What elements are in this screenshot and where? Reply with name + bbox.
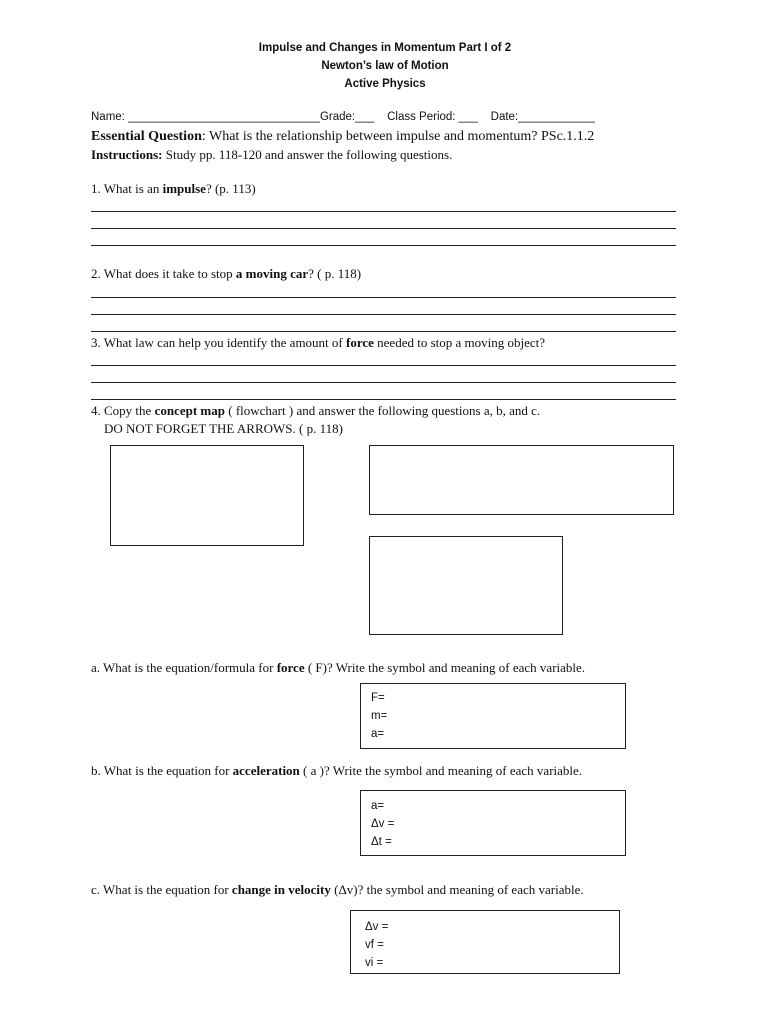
force-equation-box[interactable] — [360, 683, 626, 749]
question-2-suffix: ? ( p. 118) — [308, 266, 362, 281]
question-a-suffix: ( F)? Write the symbol and meaning of each variable. — [304, 660, 586, 675]
question-c — [91, 882, 584, 898]
question-2 — [91, 266, 361, 282]
answer-line[interactable] — [91, 314, 676, 315]
instructions — [91, 147, 452, 163]
question-1-keyword: impulse — [162, 181, 206, 196]
question-c-suffix: (Δv)? the symbol and meaning of each variable. — [330, 882, 584, 897]
worksheet-subtitle: Newton’s law of Motion — [321, 60, 449, 72]
acceleration-entry-dt: Δt = — [371, 836, 392, 848]
acceleration-entry-a: a= — [371, 800, 385, 812]
concept-map-box-top-right[interactable] — [369, 445, 674, 515]
velocity-entry-dv: Δv = — [365, 921, 389, 933]
instructions-label: Instructions: — [91, 147, 163, 162]
velocity-entry-vf: vf = — [365, 939, 384, 951]
question-1 — [91, 181, 256, 197]
question-3-suffix: needed to stop a moving object? — [373, 335, 546, 350]
course-name: Active Physics — [344, 78, 426, 90]
answer-line[interactable] — [91, 211, 676, 212]
question-3-keyword: force — [346, 335, 374, 350]
acceleration-equation-box[interactable] — [360, 790, 626, 856]
name-field[interactable]: Name: ______________________________ — [91, 111, 320, 123]
question-2-prefix: 2. What does it take to stop — [91, 266, 236, 281]
question-c-keyword: change in velocity — [231, 882, 331, 897]
question-3 — [91, 335, 545, 351]
question-4 — [91, 403, 540, 419]
date-field[interactable]: Date:____________ — [490, 111, 595, 123]
question-4-arrows-note: DO NOT FORGET THE ARROWS. ( p. 118) — [104, 421, 343, 436]
essential-question-label: Essential Question — [91, 129, 202, 144]
answer-line[interactable] — [91, 331, 676, 332]
answer-line[interactable] — [91, 399, 676, 400]
concept-map-box-bottom[interactable] — [369, 536, 563, 635]
question-a — [91, 660, 585, 676]
question-1-suffix: ? (p. 113) — [205, 181, 256, 196]
concept-map-box-left[interactable] — [110, 445, 304, 546]
question-4-keyword: concept map — [154, 403, 225, 418]
question-3-prefix: 3. What law can help you identify the amount of — [91, 335, 346, 350]
question-c-prefix: c. What is the equation for — [91, 882, 232, 897]
essential-question — [91, 129, 594, 145]
force-entry-m: m= — [371, 710, 388, 722]
student-info-row — [91, 111, 595, 123]
force-entry-f: F= — [371, 692, 385, 704]
acceleration-entry-dv: Δv = — [371, 818, 395, 830]
question-1-prefix: 1. What is an — [91, 181, 163, 196]
answer-line[interactable] — [91, 245, 676, 246]
question-a-keyword: force — [276, 660, 305, 675]
velocity-equation-box[interactable] — [350, 910, 620, 974]
answer-line[interactable] — [91, 382, 676, 383]
answer-line[interactable] — [91, 228, 676, 229]
question-b-keyword: acceleration — [232, 763, 300, 778]
instructions-text: Study pp. 118-120 and answer the following questions. — [162, 147, 453, 162]
worksheet-title: Impulse and Changes in Momentum Part I of 2 — [258, 42, 512, 54]
question-b — [91, 763, 582, 779]
answer-line[interactable] — [91, 365, 676, 366]
question-4-suffix: ( flowchart ) and answer the following questions a, b, and c. — [224, 403, 541, 418]
grade-field[interactable]: Grade:___ — [319, 111, 375, 123]
question-2-keyword: a moving car — [235, 266, 309, 281]
force-entry-a: a= — [371, 728, 385, 740]
question-b-suffix: ( a )? Write the symbol and meaning of each variable. — [299, 763, 583, 778]
answer-line[interactable] — [91, 297, 676, 298]
essential-question-text: : What is the relationship between impulse and momentum? PSc.1.1.2 — [201, 129, 595, 144]
class-period-field[interactable]: Class Period: ___ — [387, 111, 478, 123]
question-4-prefix: 4. Copy the — [91, 403, 155, 418]
question-a-prefix: a. What is the equation/formula for — [91, 660, 277, 675]
question-b-prefix: b. What is the equation for — [91, 763, 233, 778]
velocity-entry-vi: vi = — [365, 957, 384, 969]
